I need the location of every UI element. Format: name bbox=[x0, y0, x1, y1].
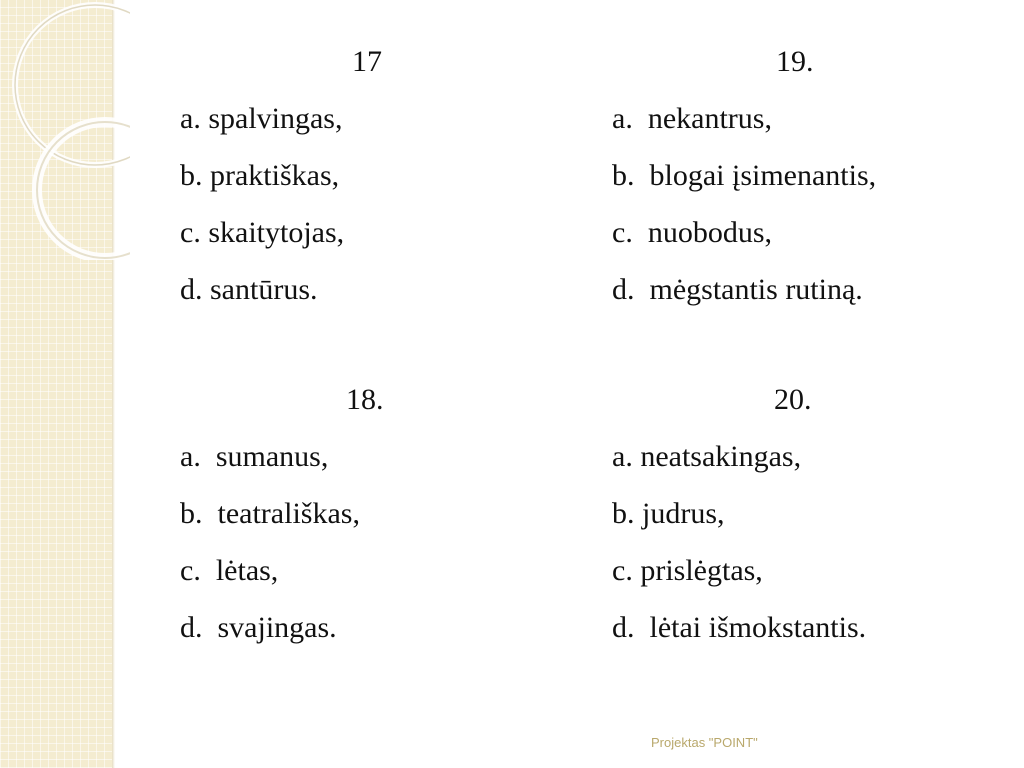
option-letter: a. bbox=[612, 440, 633, 473]
option-text: nekantrus, bbox=[647, 102, 772, 135]
option-letter: c. bbox=[612, 554, 633, 587]
option-c bbox=[180, 204, 560, 261]
option-letter: d. bbox=[180, 611, 203, 644]
option-a bbox=[180, 90, 560, 147]
question-18 bbox=[180, 371, 560, 656]
option-letter: b. bbox=[180, 159, 203, 192]
option-text: skaitytojas, bbox=[208, 216, 345, 249]
option-c bbox=[180, 542, 560, 599]
question-number: 19. bbox=[776, 45, 814, 78]
option-letter: c. bbox=[612, 216, 633, 249]
question-number: 17 bbox=[352, 45, 382, 78]
option-text: spalvingas, bbox=[208, 102, 343, 135]
option-c bbox=[612, 204, 992, 261]
option-text: mėgstantis rutiną. bbox=[649, 273, 863, 306]
question-number: 18. bbox=[346, 383, 384, 416]
option-text: neatsakingas, bbox=[640, 440, 802, 473]
option-letter: c. bbox=[180, 554, 201, 587]
option-a bbox=[612, 428, 992, 485]
option-b bbox=[612, 147, 992, 204]
option-a bbox=[612, 90, 992, 147]
option-letter: b. bbox=[612, 159, 635, 192]
option-b bbox=[612, 485, 992, 542]
option-text: lėtas, bbox=[215, 554, 279, 587]
option-c bbox=[612, 542, 992, 599]
option-letter: d. bbox=[612, 273, 635, 306]
question-20 bbox=[612, 371, 992, 656]
option-letter: a. bbox=[612, 102, 633, 135]
option-b bbox=[180, 485, 560, 542]
option-d bbox=[180, 261, 560, 318]
decorative-rings bbox=[0, 0, 130, 260]
option-text: lėtai išmokstantis. bbox=[649, 611, 867, 644]
option-text: teatrališkas, bbox=[217, 497, 360, 530]
option-text: praktiškas, bbox=[210, 159, 340, 192]
option-letter: c. bbox=[180, 216, 201, 249]
option-text: prislėgtas, bbox=[640, 554, 763, 587]
option-text: judrus, bbox=[642, 497, 725, 530]
question-19 bbox=[612, 33, 992, 318]
question-number: 20. bbox=[774, 383, 812, 416]
question-17 bbox=[180, 33, 560, 318]
option-text: nuobodus, bbox=[647, 216, 773, 249]
option-letter: b. bbox=[180, 497, 203, 530]
option-letter: d. bbox=[612, 611, 635, 644]
option-text: santūrus. bbox=[210, 273, 318, 306]
option-letter: a. bbox=[180, 440, 201, 473]
option-letter: b. bbox=[612, 497, 635, 530]
option-text: blogai įsimenantis, bbox=[649, 159, 877, 192]
footer-text: Projektas "POINT" bbox=[651, 735, 758, 750]
option-text: sumanus, bbox=[215, 440, 329, 473]
option-d bbox=[612, 261, 992, 318]
option-letter: a. bbox=[180, 102, 201, 135]
option-d bbox=[180, 599, 560, 656]
option-b bbox=[180, 147, 560, 204]
option-letter: d. bbox=[180, 273, 203, 306]
option-text: svajingas. bbox=[217, 611, 337, 644]
option-a bbox=[180, 428, 560, 485]
option-d bbox=[612, 599, 992, 656]
